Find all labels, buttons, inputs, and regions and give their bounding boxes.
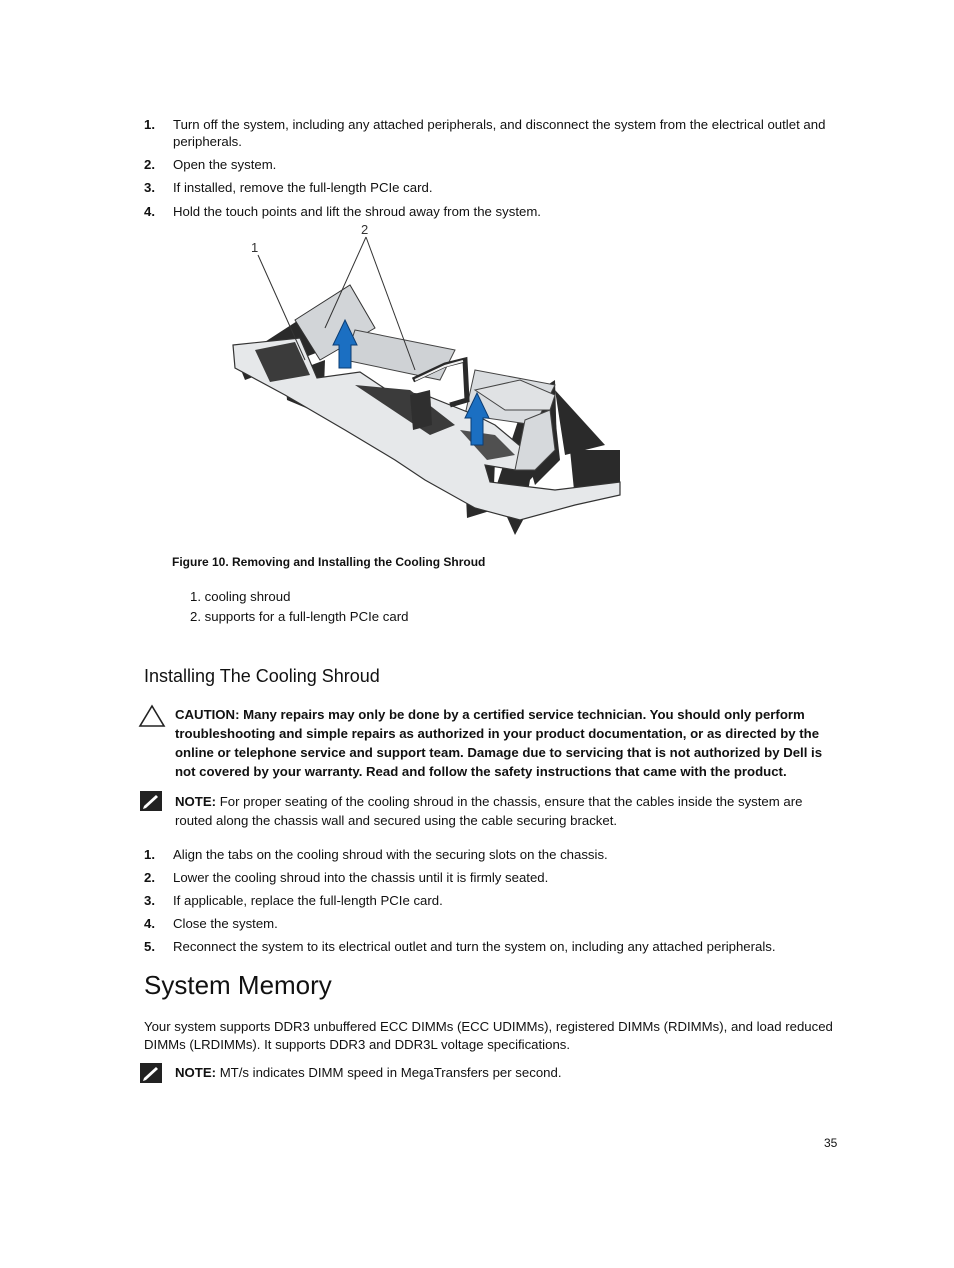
note-icon — [140, 791, 162, 811]
step-number: 1. — [144, 847, 155, 862]
caution-icon — [138, 704, 166, 728]
note-mts — [175, 1063, 835, 1082]
step-text: Close the system. — [173, 916, 278, 931]
step-number: 4. — [144, 916, 155, 931]
step-text: If installed, remove the full-length PCIe card. — [173, 180, 433, 195]
step-text: Lower the cooling shroud into the chassis until it is firmly seated. — [173, 870, 549, 885]
caution-text: CAUTION: Many repairs may only be done by a certified service technician. You should only perform troubleshooting and simple repairs as authorized in your product documentation, or as directed by the online or telephone service and support team. Damage due to servicing that is not authorized by Dell is not covered by your warranty. Read and follow the safety instructions that came with the product. — [175, 707, 823, 779]
step-number: 2. — [144, 870, 155, 885]
system-memory-body: Your system supports DDR3 unbuffered ECC DIMMs (ECC UDIMMs), registered DIMMs (RDIMMs), and load reduced DIMMs (LRDIMMs). It supports DDR3 and DDR3L voltage specifications. — [144, 1019, 833, 1052]
step-text: If applicable, replace the full-length PCIe card. — [173, 893, 443, 908]
step-text: Open the system. — [173, 157, 277, 172]
note-icon — [140, 1063, 162, 1083]
page-number: 35 — [824, 1136, 838, 1150]
step-number: 5. — [144, 939, 155, 954]
note-cable-routing — [175, 792, 835, 830]
legend-item-2: 2. supports for a full-length PCIe card — [190, 609, 409, 624]
callout-label-1: 1 — [251, 240, 259, 255]
callout-label-2: 2 — [361, 222, 369, 237]
note-label: NOTE: — [175, 1065, 217, 1080]
step-text: Align the tabs on the cooling shroud with the securing slots on the chassis. — [173, 847, 608, 862]
step-text: Reconnect the system to its electrical outlet and turn the system on, including any attached peripherals. — [173, 939, 776, 954]
note-text: MT/s indicates DIMM speed in MegaTransfers per second. — [216, 1065, 562, 1080]
step-text: Hold the touch points and lift the shroud away from the system. — [173, 204, 541, 219]
legend-item-1: 1. cooling shroud — [190, 589, 291, 604]
figure-caption: Figure 10. Removing and Installing the Cooling Shroud — [172, 555, 486, 569]
section-heading-installing: Installing The Cooling Shroud — [144, 666, 380, 686]
cooling-shroud-illustration — [225, 220, 645, 545]
step-number: 3. — [144, 893, 155, 908]
step-number: 4. — [144, 204, 155, 219]
step-number: 2. — [144, 157, 155, 172]
step-number: 1. — [144, 117, 155, 132]
section-heading-system-memory: System Memory — [144, 970, 332, 1000]
step-number: 3. — [144, 180, 155, 195]
step-text: Turn off the system, including any attached peripherals, and disconnect the system from the electrical outlet and peripherals. — [173, 117, 826, 149]
note-text: For proper seating of the cooling shroud in the chassis, ensure that the cables inside the system are routed along the chassis wall and secured using the cable securing bracket. — [175, 794, 803, 828]
note-label: NOTE: — [175, 794, 217, 809]
